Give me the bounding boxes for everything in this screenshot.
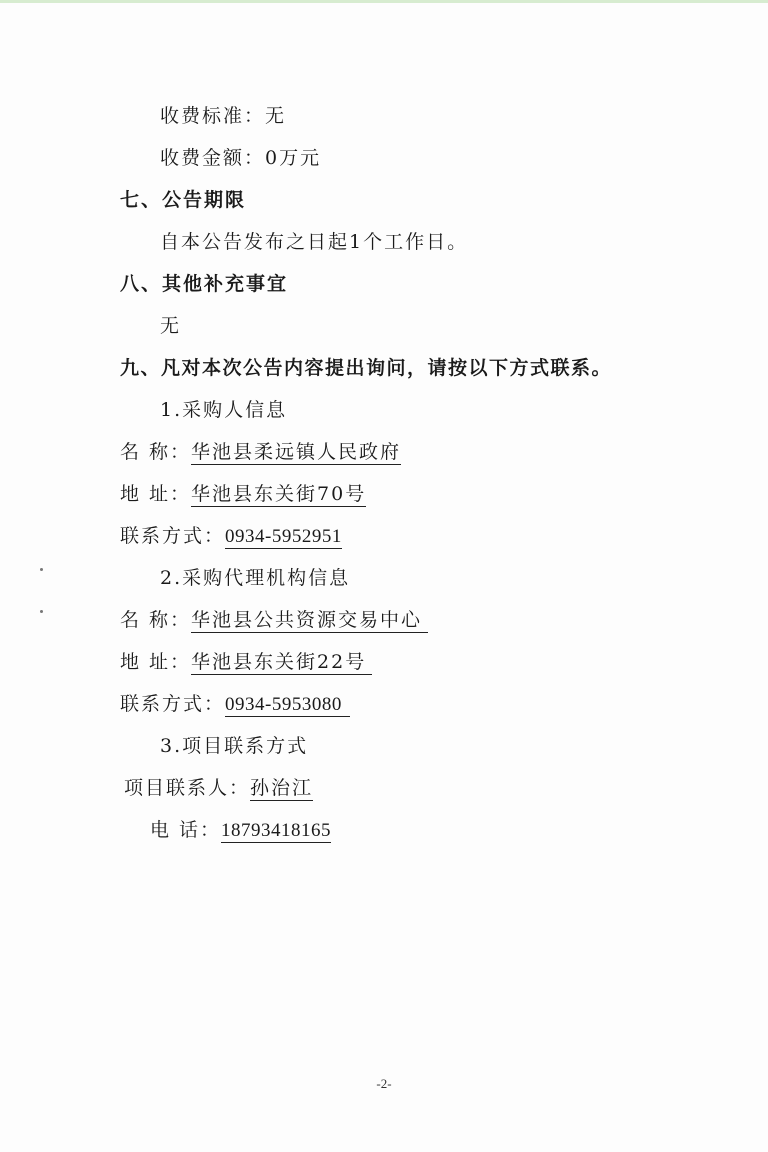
project-phone-row xyxy=(150,818,331,843)
purchaser-contact-value: 0934-5952951 xyxy=(225,526,342,547)
agency-name-value: 华池县公共资源交易中心 xyxy=(191,609,428,633)
agency-name-label: 名 称： xyxy=(120,609,192,631)
purchaser-name-row xyxy=(120,440,401,464)
section-7-title: 七、公告期限 xyxy=(120,189,247,211)
purchaser-address-row xyxy=(120,482,366,506)
agency-heading: 2.采购代理机构信息 xyxy=(160,567,351,589)
project-person-row xyxy=(124,776,313,800)
project-heading: 3.项目联系方式 xyxy=(160,735,309,757)
purchaser-contact-label: 联系方式： xyxy=(120,525,226,547)
scan-speck xyxy=(40,568,43,571)
agency-address-row xyxy=(120,650,372,674)
fee-standard-line: 收费标准：无 xyxy=(160,105,287,127)
purchaser-contact-row xyxy=(120,524,342,549)
project-phone-label: 电 话： xyxy=(150,819,222,841)
agency-address-label: 地 址： xyxy=(120,651,192,673)
agency-address-value: 华池县东关街22号 xyxy=(191,651,372,675)
purchaser-heading: 1.采购人信息 xyxy=(160,399,288,421)
purchaser-name-label: 名 称： xyxy=(120,441,192,463)
agency-contact-row xyxy=(120,692,350,717)
project-phone-value: 18793418165 xyxy=(221,820,332,841)
section-8-title: 八、其他补充事宜 xyxy=(120,273,289,295)
scan-speck xyxy=(40,610,43,613)
scan-edge xyxy=(0,0,768,3)
purchaser-address-value: 华池县东关街70号 xyxy=(191,483,367,505)
project-person-label: 项目联系人： xyxy=(124,777,251,799)
agency-name-row xyxy=(120,608,428,632)
project-person-value: 孙治江 xyxy=(250,777,314,799)
section-8-body: 无 xyxy=(160,315,182,337)
fee-amount-line: 收费金额：0万元 xyxy=(160,147,322,169)
section-7-body: 自本公告发布之日起1个工作日。 xyxy=(160,231,469,253)
purchaser-name-value: 华池县柔远镇人民政府 xyxy=(191,441,402,463)
section-9-title: 九、凡对本次公告内容提出询问，请按以下方式联系。 xyxy=(120,357,613,379)
agency-contact-value: 0934-5953080 xyxy=(225,694,350,717)
page-number: -2- xyxy=(376,1076,392,1091)
agency-contact-label: 联系方式： xyxy=(120,693,226,715)
purchaser-address-label: 地 址： xyxy=(120,483,192,505)
